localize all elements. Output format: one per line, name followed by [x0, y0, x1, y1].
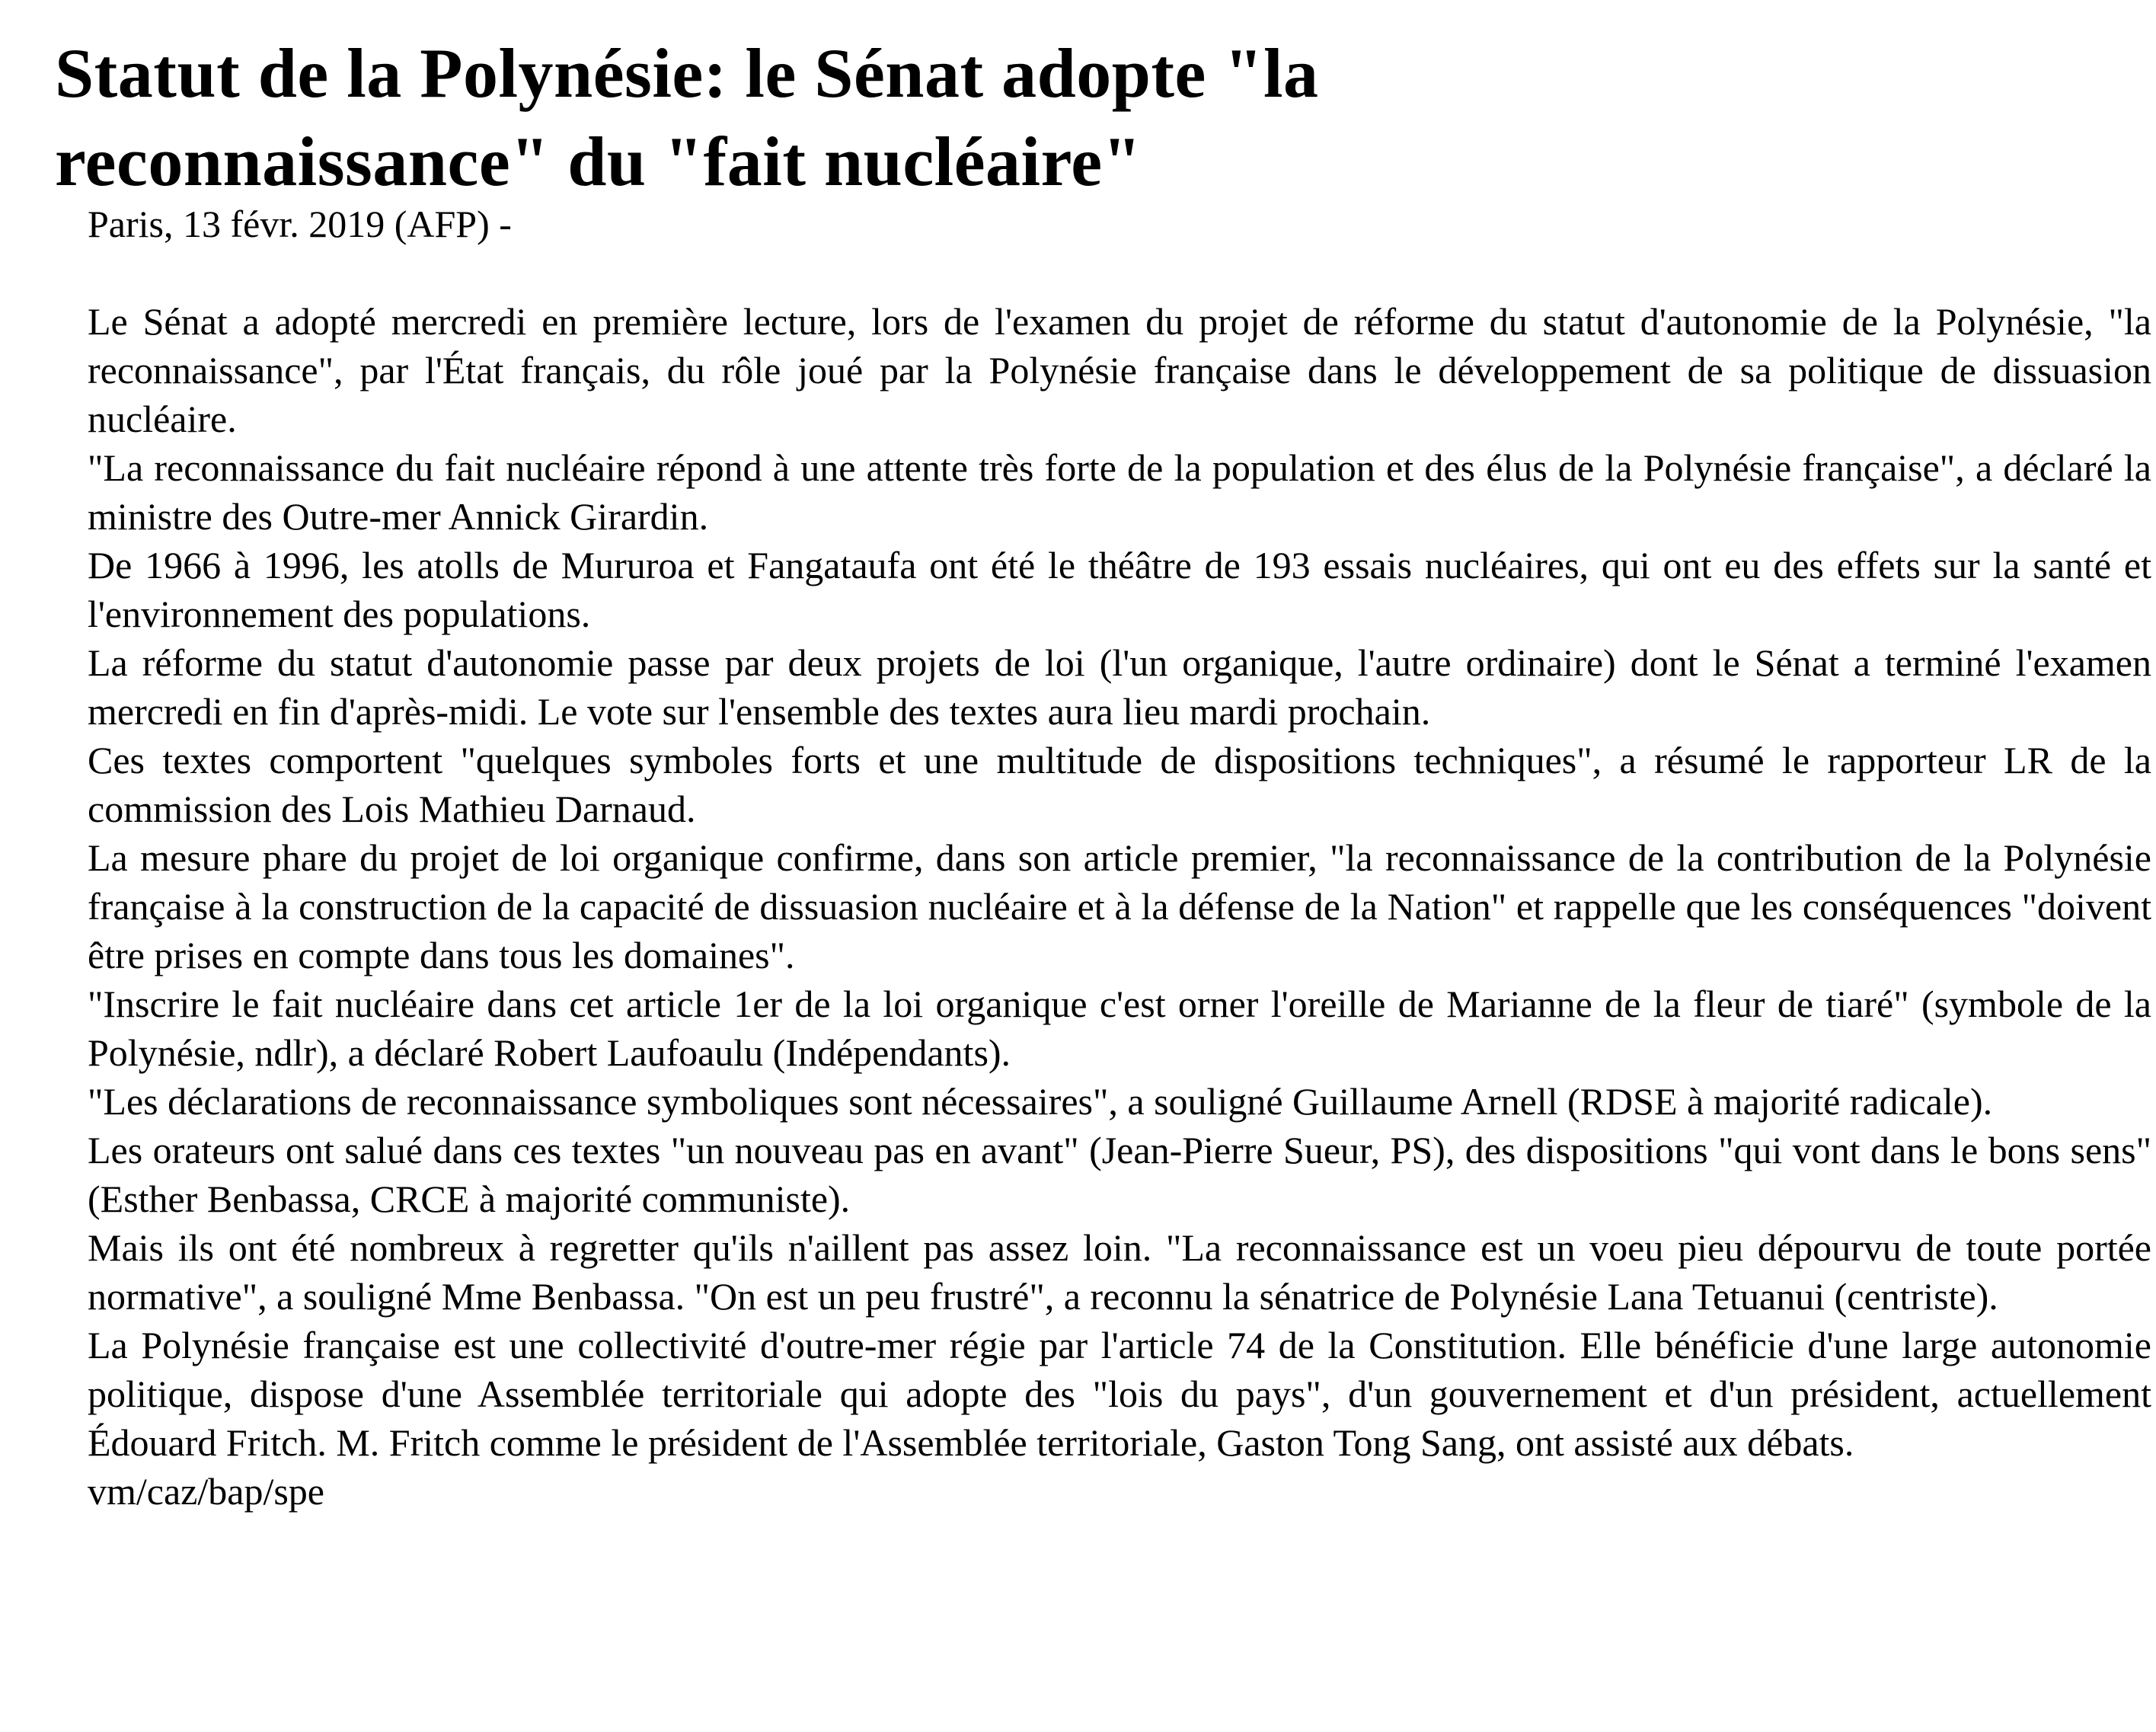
paragraph-9: Les orateurs ont salué dans ces textes "un nouveau pas en avant" (Jean-Pierre Sueur, PS), des dispositions "qui vont dans le bons sens" (Esther Benbassa, CRCE à majorité communiste).: [88, 1129, 2151, 1220]
paragraph-8: "Les déclarations de reconnaissance symboliques sont nécessaires", a souligné Guillaume Arnell (RDSE à majorité radicale).: [88, 1080, 1993, 1123]
article-body: [88, 297, 2151, 1516]
paragraph-6: La mesure phare du projet de loi organique confirme, dans son article premier, "la reconnaissance de la contribution de la Polynésie française à la construction de la capacité de dissuasion nucléaire et à la défense de la Nation" et rappelle que les conséquences "doivent être prises en compte dans tous les domaines".: [88, 836, 2151, 976]
article-title: Statut de la Polynésie: le Sénat adopte "la reconnaissance" du "fait nucléaire": [55, 34, 1319, 200]
paragraph-5: Ces textes comportent "quelques symboles forts et une multitude de dispositions techniques", a résumé le rapporteur LR de la commission des Lois Mathieu Darnaud.: [88, 739, 2151, 830]
paragraph-11: La Polynésie française est une collectivité d'outre-mer régie par l'article 74 de la Constitution. Elle bénéficie d'une large autonomie politique, dispose d'une Assemblée territoriale qui adopte des "lois du pays", d'un gouvernement et d'un président, actuellement Édouard Fritch. M. Fritch comme le président de l'Assemblée territoriale, Gaston Tong Sang, ont assisté aux débats.: [88, 1324, 2151, 1464]
paragraph-4: La réforme du statut d'autonomie passe par deux projets de loi (l'un organique, l'autre ordinaire) dont le Sénat a terminé l'examen mercredi en fin d'après-midi. Le vote sur l'ensemble des textes aura lieu mardi prochain.: [88, 641, 2151, 733]
paragraph-7: "Inscrire le fait nucléaire dans cet article 1er de la loi organique c'est orner l'oreille de Marianne de la fleur de tiaré" (symbole de la Polynésie, ndlr), a déclaré Robert Laufoaulu (Indépendants).: [88, 983, 2151, 1074]
paragraph-2: "La reconnaissance du fait nucléaire répond à une attente très forte de la population et des élus de la Polynésie française", a déclaré la ministre des Outre-mer Annick Girardin.: [88, 446, 2151, 538]
paragraph-10: Mais ils ont été nombreux à regretter qu'ils n'aillent pas assez loin. "La reconnaissance est un voeu pieu dépourvu de toute portée normative", a souligné Mme Benbassa. "On est un peu frustré", a reconnu la sénatrice de Polynésie Lana Tetuanui (centriste).: [88, 1226, 2151, 1318]
paragraph-1: Le Sénat a adopté mercredi en première lecture, lors de l'examen du projet de réforme du statut d'autonomie de la Polynésie, "la reconnaissance", par l'État français, du rôle joué par la Polynésie française dans le développement de sa politique de dissuasion nucléaire.: [88, 300, 2151, 440]
article-signoff: vm/caz/bap/spe: [88, 1470, 324, 1513]
article-dateline: Paris, 13 févr. 2019 (AFP) -: [88, 203, 512, 245]
paragraph-3: De 1966 à 1996, les atolls de Mururoa et Fangataufa ont été le théâtre de 193 essais nucléaires, qui ont eu des effets sur la santé et l'environnement des populations.: [88, 544, 2151, 635]
